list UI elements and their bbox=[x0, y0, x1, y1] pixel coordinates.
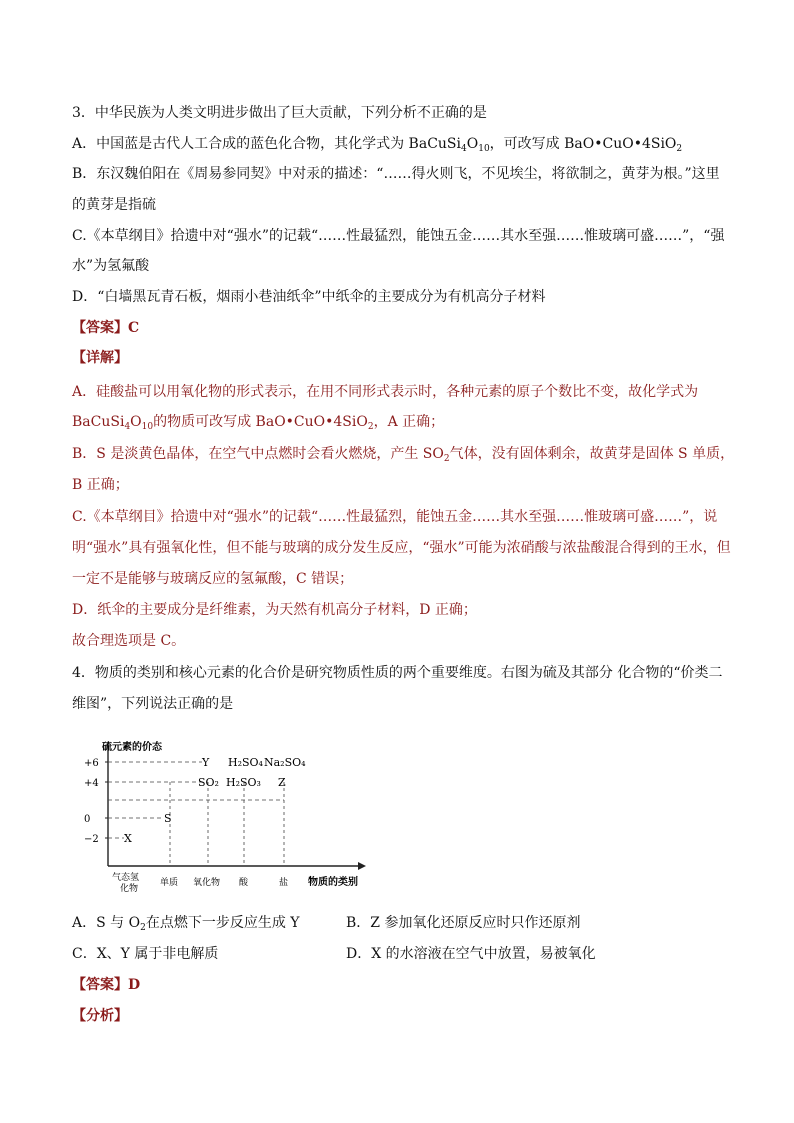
q4-option-a: A．S 与 $O_2$在点燃下一步反应生成 Y bbox=[72, 915, 300, 933]
q3-explanation-b-line1: B．S 是淡黄色晶体，在空气中点燃时会看火燃烧，产生 $SO_2$气体，没有固体剩余，故黄芽是固体 S 单质， bbox=[72, 446, 735, 464]
valence-class-chart bbox=[78, 738, 368, 898]
y-tick-label: −2 bbox=[84, 834, 99, 845]
y-tick-label: +4 bbox=[84, 778, 99, 789]
category-label: 氧化物 bbox=[193, 878, 221, 888]
q3-option-a: A．中国蓝是古代人工合成的蓝色化合物，其化学式为 $BaCuSi_4O_{10}$，可改写成 BaO•CuO•4SiO$_2$ bbox=[72, 136, 683, 154]
q3-explanation-a-line2: $BaCuSi_4O_{10}$的物质可改写成 BaO•CuO•4SiO$_2$，A 正确； bbox=[72, 414, 445, 432]
category-label: 酸 bbox=[239, 878, 249, 888]
x-axis-label: 物质的类别 bbox=[308, 877, 358, 888]
q3-explanation-c-line2: 明“强水”具有强氧化性，但不能与玻璃的成分发生反应，“强水”可能为浓硝酸与浓盐酸混合得到的王水，但 bbox=[72, 540, 731, 556]
category-label: 化物 bbox=[120, 884, 139, 894]
q3-conclusion: 故合理选项是 C。 bbox=[72, 633, 186, 649]
q4-option-b: B．Z 参加氧化还原反应时只作还原剂 bbox=[346, 915, 581, 931]
q3-option-d: D．“白墙黑瓦青石板，烟雨小巷油纸伞”中纸伞的主要成分为有机高分子材料 bbox=[72, 289, 546, 305]
y-tick-label: 0 bbox=[84, 814, 91, 825]
y-tick-label: +6 bbox=[84, 758, 99, 769]
q4-stem-line2: 维图”，下列说法正确的是 bbox=[72, 696, 234, 712]
q3-explanation-c-line3: 一定不是能够与玻璃反应的氢氟酸，C 错误； bbox=[72, 571, 354, 587]
q4-answer: 【答案】D bbox=[72, 977, 141, 993]
q3-option-c-line1: C.《本草纲目》拾遗中对“强水”的记载“……性最猛烈，能蚀五金……其水至强……惟玻璃可盛……”，“强 bbox=[72, 228, 725, 244]
category-label: 气态氢 bbox=[112, 873, 140, 883]
point-label: S bbox=[164, 812, 172, 825]
q3-detail-label: 【详解】 bbox=[72, 350, 128, 366]
point-label: Z bbox=[278, 776, 286, 789]
q3-explanation-a-line1: A．硅酸盐可以用氧化物的形式表示，在用不同形式表示时，各种元素的原子个数比不变，故化学式为 bbox=[72, 384, 699, 400]
point-label: X bbox=[124, 832, 132, 845]
q3-option-b-line2: 的黄芽是指硫 bbox=[72, 197, 156, 213]
q3-option-c-line2: 水”为氢氟酸 bbox=[72, 258, 150, 274]
y-axis-label: 硫元素的价态 bbox=[102, 742, 162, 753]
point-label: SO₂ bbox=[198, 776, 219, 789]
point-label: H₂SO₄ bbox=[228, 756, 263, 769]
q4-option-d: D．X 的水溶液在空气中放置，易被氧化 bbox=[346, 946, 596, 962]
point-label: H₂SO₃ bbox=[226, 776, 261, 789]
q3-explanation-c-line1: C.《本草纲目》拾遗中对“强水”的记载“……性最猛烈，能蚀五金……其水至强……惟玻璃可盛……”，说 bbox=[72, 509, 718, 525]
q4-stem-line1: 4．物质的类别和核心元素的化合价是研究物质性质的两个重要维度。右图为硫及其部分 化合物的“价类二 bbox=[72, 665, 723, 681]
q3-option-b-line1: B．东汉魏伯阳在《周易参同契》中对汞的描述：“……得火则飞，不见埃尘，将欲制之，黄芽为根。”这里 bbox=[72, 166, 720, 182]
category-label: 单质 bbox=[160, 878, 179, 888]
category-label: 盐 bbox=[279, 878, 289, 888]
q3-explanation-d: D．纸伞的主要成分是纤维素，为天然有机高分子材料，D 正确； bbox=[72, 602, 477, 618]
q4-analysis-label: 【分析】 bbox=[72, 1008, 128, 1024]
point-label: Na₂SO₄ bbox=[264, 756, 306, 769]
x-axis-arrow bbox=[358, 862, 366, 870]
q3-explanation-b-line2: B 正确； bbox=[72, 477, 129, 493]
q3-stem: 3．中华民族为人类文明进步做出了巨大贡献，下列分析不正确的是 bbox=[72, 105, 487, 121]
point-label: Y bbox=[202, 756, 210, 769]
q3-answer: 【答案】C bbox=[72, 320, 140, 336]
q4-option-c: C．X、Y 属于非电解质 bbox=[72, 946, 219, 962]
